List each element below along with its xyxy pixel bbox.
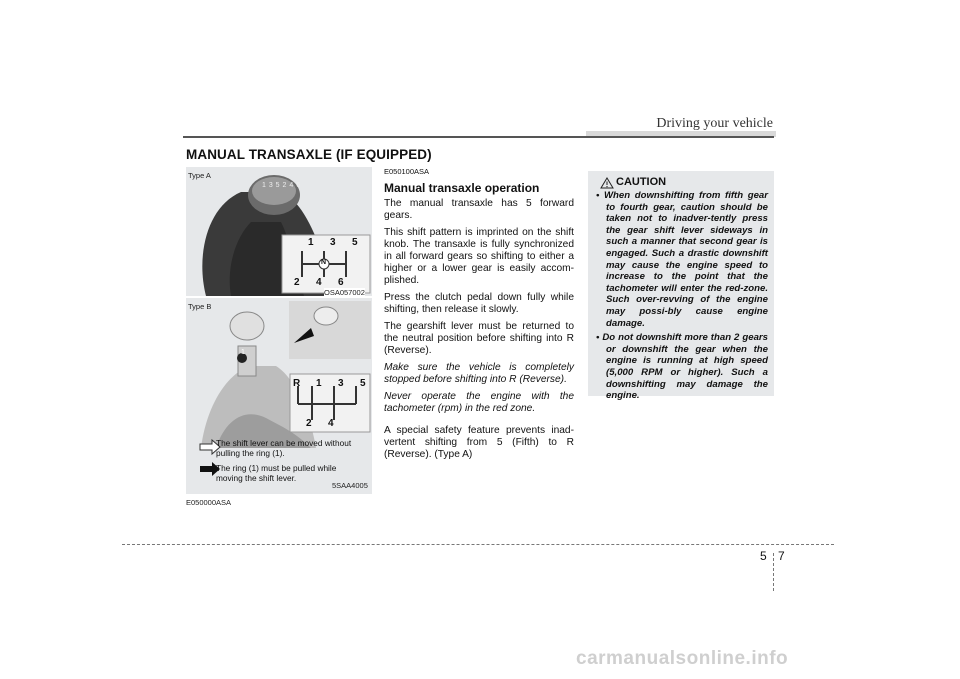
caution-item: • Do not downshift more than 2 gears or downshift the gear when the engine is running at high speed (5,000 RPM or higher). Such a downshifting may damage the engine. <box>596 332 768 402</box>
gate-a-2: 2 <box>294 277 300 288</box>
gate-b-r: R <box>293 378 301 389</box>
knob-pattern-a: 1 3 5 2 4 6 <box>262 182 301 189</box>
figure-code-a: OSA057002 <box>324 288 365 297</box>
gate-a-4: 4 <box>316 277 322 288</box>
operation-p2: This shift pattern is imprinted on the shift knob. The transaxle is fully synchronized in all forward gears so shifting to either a higher or a lower gear is easily accom-plished. <box>384 227 574 286</box>
figure-code-b: 5SAA4005 <box>332 481 368 490</box>
operation-p1: The manual transaxle has 5 forward gears. <box>384 198 574 221</box>
gate-b-3: 3 <box>338 378 344 389</box>
legend-solid-arrow-text: The ring (1) must be pulled while moving the shift lever. <box>216 463 337 483</box>
page-number: 7 <box>778 549 785 563</box>
gate-a-1: 1 <box>308 237 314 248</box>
operation-note-1: Make sure the vehicle is completely stopped before shifting into R (Reverse). <box>384 362 574 385</box>
warning-icon <box>600 177 614 189</box>
operation-p3: Press the clutch pedal down fully while shifting, then release it slowly. <box>384 292 574 315</box>
gate-a-5: 5 <box>352 237 358 248</box>
type-a-label: Type A <box>188 171 211 180</box>
left-section-code: E050000ASA <box>186 498 232 507</box>
chapter-number: 5 <box>760 549 767 563</box>
footer-watermark: carmanualsonline.info <box>576 648 789 669</box>
operation-title: Manual transaxle operation <box>384 181 540 195</box>
section-title: MANUAL TRANSAXLE (IF EQUIPPED) <box>186 147 432 162</box>
caution-item: • When downshifting from fifth gear to fourth gear, caution should be taken not to inadver-tently press the gear shift lever sideways in such a manner that second gear is engaged. Such a drastic downshift may cause the engine speed to increase to the point that the tachometer will enter the red-zone. Such over-revving of the engine may possi-bly cause engine damage. <box>596 190 768 329</box>
gate-a-3: 3 <box>330 237 336 248</box>
figure-type-b-panel <box>186 298 372 494</box>
operation-p5: A special safety feature prevents inad-vertent shifting from 5 (Fifth) to R (Reverse). (Type A) <box>384 425 574 460</box>
gate-a-6: 6 <box>338 277 344 288</box>
type-b-label: Type B <box>188 302 212 311</box>
operation-column <box>384 166 574 466</box>
page-divider <box>773 553 774 591</box>
gate-b-4: 4 <box>328 418 334 429</box>
operation-note-2: Never operate the engine with the tachometer (rpm) in the red zone. <box>384 391 574 414</box>
gate-b-2: 2 <box>306 418 312 429</box>
figure-type-a-panel <box>186 167 372 296</box>
bottom-rule <box>122 544 834 545</box>
gate-a-n: N <box>321 259 327 266</box>
caution-box <box>588 171 774 402</box>
operation-p4: The gearshift lever must be returned to the neutral position before shifting into R (Reverse). <box>384 321 574 356</box>
operation-code: E050100ASA <box>384 167 430 176</box>
legend-outline-arrow-text: The shift lever can be moved without pulling the ring (1). <box>216 438 352 458</box>
gate-b-5: 5 <box>360 378 366 389</box>
caution-title: CAUTION <box>616 176 667 188</box>
ring-marker: 1 <box>241 349 245 356</box>
header-title: Driving your vehicle <box>656 116 773 131</box>
gate-b-1: 1 <box>316 378 322 389</box>
header-rule <box>183 136 774 138</box>
caution-list <box>588 190 774 405</box>
